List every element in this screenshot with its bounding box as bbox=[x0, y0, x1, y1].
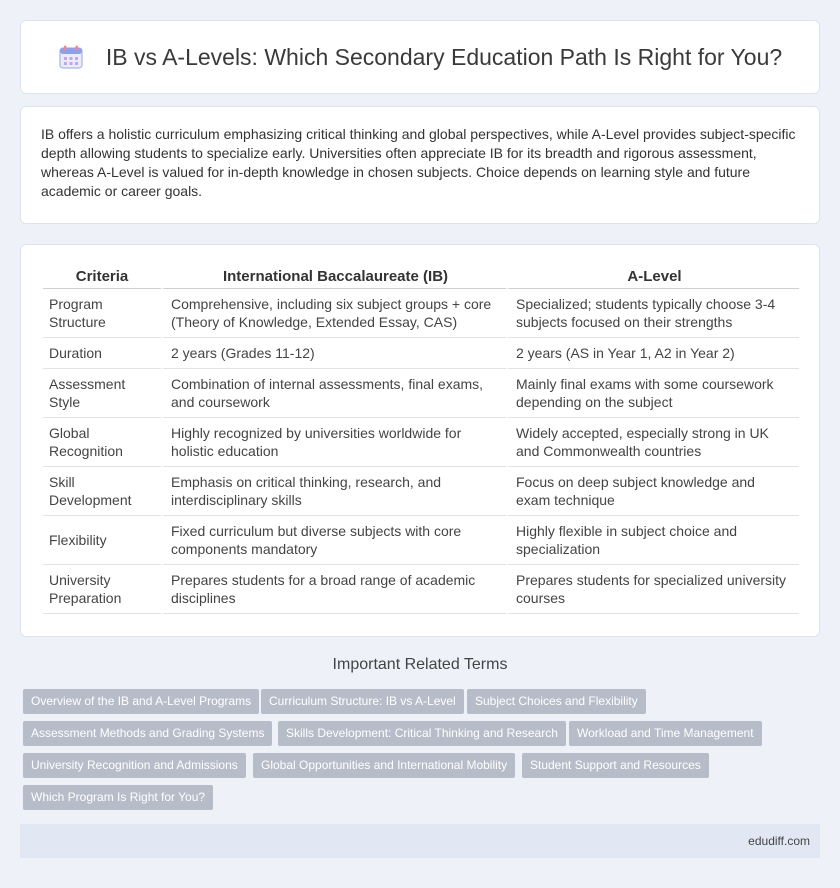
related-term-tag[interactable]: Assessment Methods and Grading Systems bbox=[23, 721, 272, 746]
criteria-cell: Skill Development bbox=[43, 467, 161, 516]
comparison-card bbox=[20, 244, 820, 637]
ib-cell: Combination of internal assessments, final exams, and coursework bbox=[161, 369, 506, 418]
table-row bbox=[43, 516, 799, 565]
ib-cell: Comprehensive, including six subject groups + core (Theory of Knowledge, Extended Essay, CAS) bbox=[161, 289, 506, 338]
a-level-cell: Focus on deep subject knowledge and exam technique bbox=[506, 467, 799, 516]
criteria-cell: Flexibility bbox=[43, 516, 161, 565]
page-footer bbox=[20, 824, 820, 858]
ib-cell: 2 years (Grades 11-12) bbox=[161, 338, 506, 369]
related-term-tag[interactable]: Overview of the IB and A-Level Programs bbox=[23, 689, 259, 714]
related-term-tag[interactable]: Subject Choices and Flexibility bbox=[467, 689, 646, 714]
header-ib: International Baccalaureate (IB) bbox=[161, 264, 506, 289]
table-row bbox=[43, 418, 799, 467]
comparison-table bbox=[43, 264, 799, 614]
related-term-tag[interactable]: Workload and Time Management bbox=[569, 721, 762, 746]
page-title: IB vs A-Levels: Which Secondary Education Path Is Right for You? bbox=[105, 43, 783, 70]
table-row bbox=[43, 338, 799, 369]
related-term-tag[interactable]: University Recognition and Admissions bbox=[23, 753, 246, 778]
ib-cell: Prepares students for a broad range of academic disciplines bbox=[161, 565, 506, 614]
header-criteria: Criteria bbox=[43, 264, 161, 289]
ib-cell: Fixed curriculum but diverse subjects with core components mandatory bbox=[161, 516, 506, 565]
related-term-tag[interactable]: Global Opportunities and International Mobility bbox=[253, 753, 515, 778]
intro-card bbox=[20, 106, 820, 224]
intro-text: IB offers a holistic curriculum emphasizing critical thinking and global perspectives, while A-Level provides subject-specific depth allowing students to specialize early. Universities often appreciate IB for its breadth and rigorous assessment, whereas A-Level is valued for in-depth knowledge in chosen subjects. Choice depends on learning style and future academic or career goals. bbox=[41, 126, 796, 199]
header-a-level: A-Level bbox=[506, 264, 799, 289]
related-term-tag[interactable]: Curriculum Structure: IB vs A-Level bbox=[261, 689, 464, 714]
a-level-cell: Specialized; students typically choose 3-4 subjects focused on their strengths bbox=[506, 289, 799, 338]
calendar-icon bbox=[58, 44, 84, 70]
table-row bbox=[43, 467, 799, 516]
related-term-tag[interactable]: Student Support and Resources bbox=[522, 753, 709, 778]
related-terms-title: Important Related Terms bbox=[332, 656, 508, 673]
page-header bbox=[20, 20, 820, 94]
a-level-cell: Widely accepted, especially strong in UK and Commonwealth countries bbox=[506, 418, 799, 467]
a-level-cell: 2 years (AS in Year 1, A2 in Year 2) bbox=[506, 338, 799, 369]
ib-cell: Emphasis on critical thinking, research, and interdisciplinary skills bbox=[161, 467, 506, 516]
criteria-cell: Program Structure bbox=[43, 289, 161, 338]
related-term-tag[interactable]: Skills Development: Critical Thinking and Research bbox=[278, 721, 566, 746]
criteria-cell: University Preparation bbox=[43, 565, 161, 614]
table-row bbox=[43, 565, 799, 614]
footer-site[interactable]: edudiff.com bbox=[748, 834, 810, 848]
a-level-cell: Prepares students for specialized university courses bbox=[506, 565, 799, 614]
criteria-cell: Duration bbox=[43, 338, 161, 369]
a-level-cell: Highly flexible in subject choice and specialization bbox=[506, 516, 799, 565]
table-row bbox=[43, 289, 799, 338]
ib-cell: Highly recognized by universities worldwide for holistic education bbox=[161, 418, 506, 467]
table-row bbox=[43, 369, 799, 418]
criteria-cell: Assessment Style bbox=[43, 369, 161, 418]
criteria-cell: Global Recognition bbox=[43, 418, 161, 467]
related-term-tag[interactable]: Which Program Is Right for You? bbox=[23, 785, 213, 810]
a-level-cell: Mainly final exams with some coursework depending on the subject bbox=[506, 369, 799, 418]
